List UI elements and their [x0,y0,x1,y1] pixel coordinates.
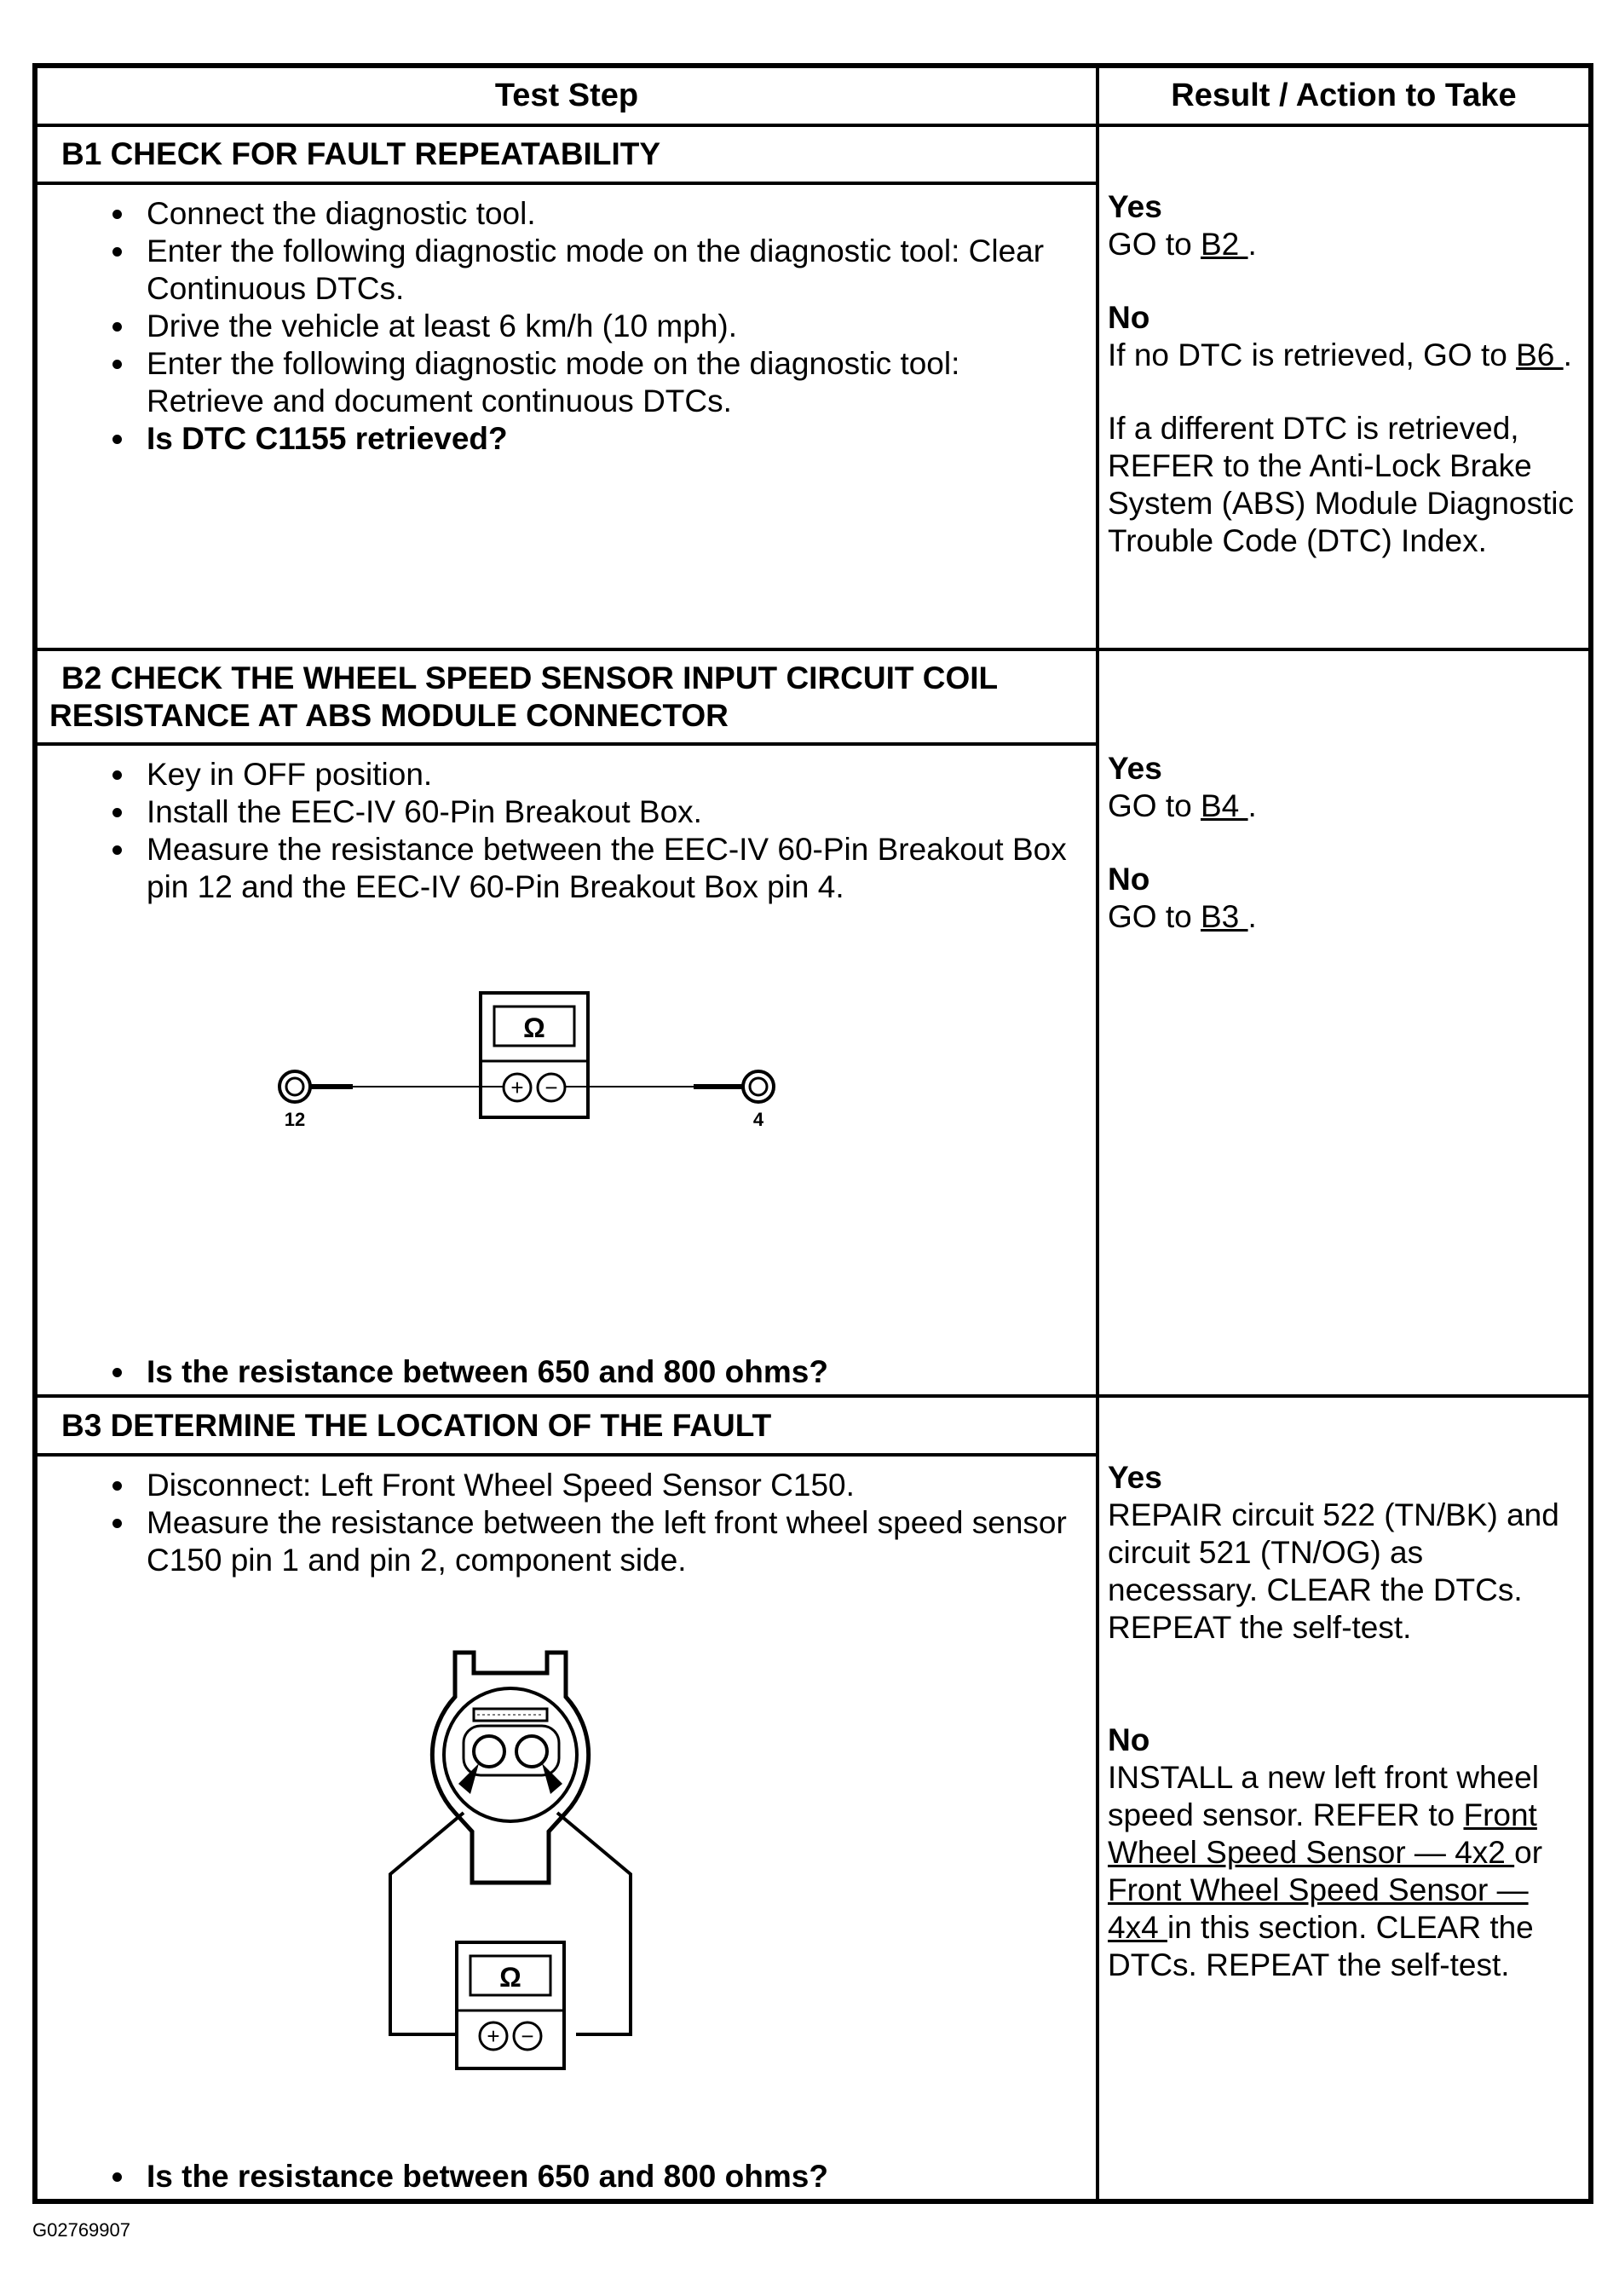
b3-step-list [37,1457,1096,1579]
b1-no-prefix: If no DTC is retrieved, GO to [1108,337,1517,372]
b1-step-3: Drive the vehicle at least 6 km/h (10 mph). [37,308,1079,345]
figure-code: G02769907 [32,2219,130,2241]
b2-title [35,649,1098,744]
b2-question [37,1353,1096,1391]
link-front-wheel-sensor-4x2[interactable]: Front Wheel Speed Sensor — 4x2 [1108,1797,1537,1871]
sensor-pin-1 [474,1736,504,1767]
sensor-pin-2 [516,1736,547,1767]
link-front-wheel-sensor-4x4[interactable]: Front Wheel Speed Sensor — 4x4 [1108,1872,1529,1946]
b1-body [35,183,1098,649]
b2-title-line2: RESISTANCE AT ABS MODULE CONNECTOR [49,697,729,733]
b2-step-2: Install the EEC-IV 60-Pin Breakout Box. [37,793,1079,831]
link-b6[interactable]: B6 [1516,337,1564,372]
link-b2[interactable]: B2 [1200,226,1248,262]
b3-step-1: Disconnect: Left Front Wheel Speed Sensor C150. [37,1467,1079,1504]
b2-step-1: Key in OFF position. [37,756,1079,793]
b2-yes-action [1108,787,1576,825]
ohmmeter-symbol: Ω [523,1012,545,1044]
b2-no-suffix: . [1247,899,1257,935]
b1-step-4: Enter the following diagnostic mode on the diagnostic tool: Retrieve and document continuous DTCs. [37,345,1079,420]
b1-other-dtc: If a different DTC is retrieved, REFER to the Anti-Lock Brake System (ABS) Module Diagnostic Trouble Code (DTC) Index. [1108,410,1574,558]
b1-result [1098,125,1591,650]
b1-step-1: Connect the diagnostic tool. [37,195,1079,233]
b3-no-action [1108,1759,1576,1984]
b3-question [37,2158,1096,2195]
link-b4[interactable]: B4 [1200,788,1248,824]
b2-yes-label: Yes [1108,751,1162,787]
b1-yes-suffix: . [1247,226,1257,262]
b2-result [1098,649,1591,1396]
b1-yes-action [1108,226,1576,263]
b3-yes-action: REPAIR circuit 522 (TN/BK) and circuit 521 (TN/OG) as necessary. CLEAR the DTCs. REPEAT the self-test. [1108,1497,1559,1646]
plus-sign: + [510,1075,524,1101]
sensor-lead-left [390,1813,464,2034]
b1-yes-label: Yes [1108,188,1162,224]
b3-result [1098,1396,1591,2201]
b1-step-2: Enter the following diagnostic mode on the diagnostic tool: Clear Continuous DTCs. [37,233,1079,308]
link-b3[interactable]: B3 [1200,899,1248,935]
b1-title: B1 CHECK FOR FAULT REPEATABILITY [35,125,1098,184]
b2-title-line1: B2 CHECK THE WHEEL SPEED SENSOR INPUT CIRCUIT COIL [61,660,999,695]
ohmmeter-symbol-b3: Ω [499,1961,521,1993]
b1-yes-prefix: GO to [1108,226,1201,262]
b2-ohmmeter-diagram [268,984,864,1240]
b2-question-list [37,1353,1096,1391]
pin-4-label: 4 [752,1109,764,1131]
header-result-action: Result / Action to Take [1098,66,1591,125]
sensor-lead-right [557,1813,631,2034]
b1-step-list [37,185,1096,458]
b2-question-bullet [112,1368,122,1377]
b3-no-text-3: in this section. CLEAR the DTCs. REPEAT the self-test. [1108,1910,1534,1983]
b3-sensor-ohmmeter-diagram [378,1635,668,2113]
b2-yes-suffix: . [1247,788,1257,824]
plus-sign-b3: + [487,2022,500,2049]
b3-question-list [37,2158,1096,2195]
b2-no-prefix: GO to [1108,899,1201,935]
b2-no-action [1108,898,1576,936]
b3-body [35,1455,1098,2201]
b1-question: Is DTC C1155 retrieved? [37,420,1079,458]
b2-question-text: Is the resistance between 650 and 800 ohms? [147,1354,828,1390]
b3-no-text-2: or [1514,1835,1543,1871]
b3-title: B3 DETERMINE THE LOCATION OF THE FAULT [35,1396,1098,1455]
b3-question-text: Is the resistance between 650 and 800 ohms? [147,2159,828,2194]
b1-no-suffix: . [1563,337,1572,372]
diagnostic-test-table [32,63,1593,2204]
b2-body [35,744,1098,1396]
b3-step-2: Measure the resistance between the left front wheel speed sensor C150 pin 1 and pin 2, component side. [37,1504,1079,1579]
b3-yes-label: Yes [1108,1460,1162,1496]
b2-yes-prefix: GO to [1108,788,1201,824]
b3-no-label: No [1108,1722,1150,1758]
b1-no-action [1108,337,1576,374]
minus-sign-b3: − [521,2022,534,2049]
pin-12-label: 12 [284,1109,306,1131]
b3-question-bullet [112,2172,122,2182]
b3-no-text-1: INSTALL a new left front wheel speed sensor. REFER to [1108,1760,1539,1833]
minus-sign: − [544,1075,558,1101]
b2-step-list [37,746,1096,906]
b1-no-label: No [1108,299,1150,335]
header-test-step: Test Step [35,66,1098,125]
b2-no-label: No [1108,862,1150,897]
b2-step-3: Measure the resistance between the EEC-IV 60-Pin Breakout Box pin 12 and the EEC-IV 60-Pin Breakout Box pin 4. [37,831,1079,906]
